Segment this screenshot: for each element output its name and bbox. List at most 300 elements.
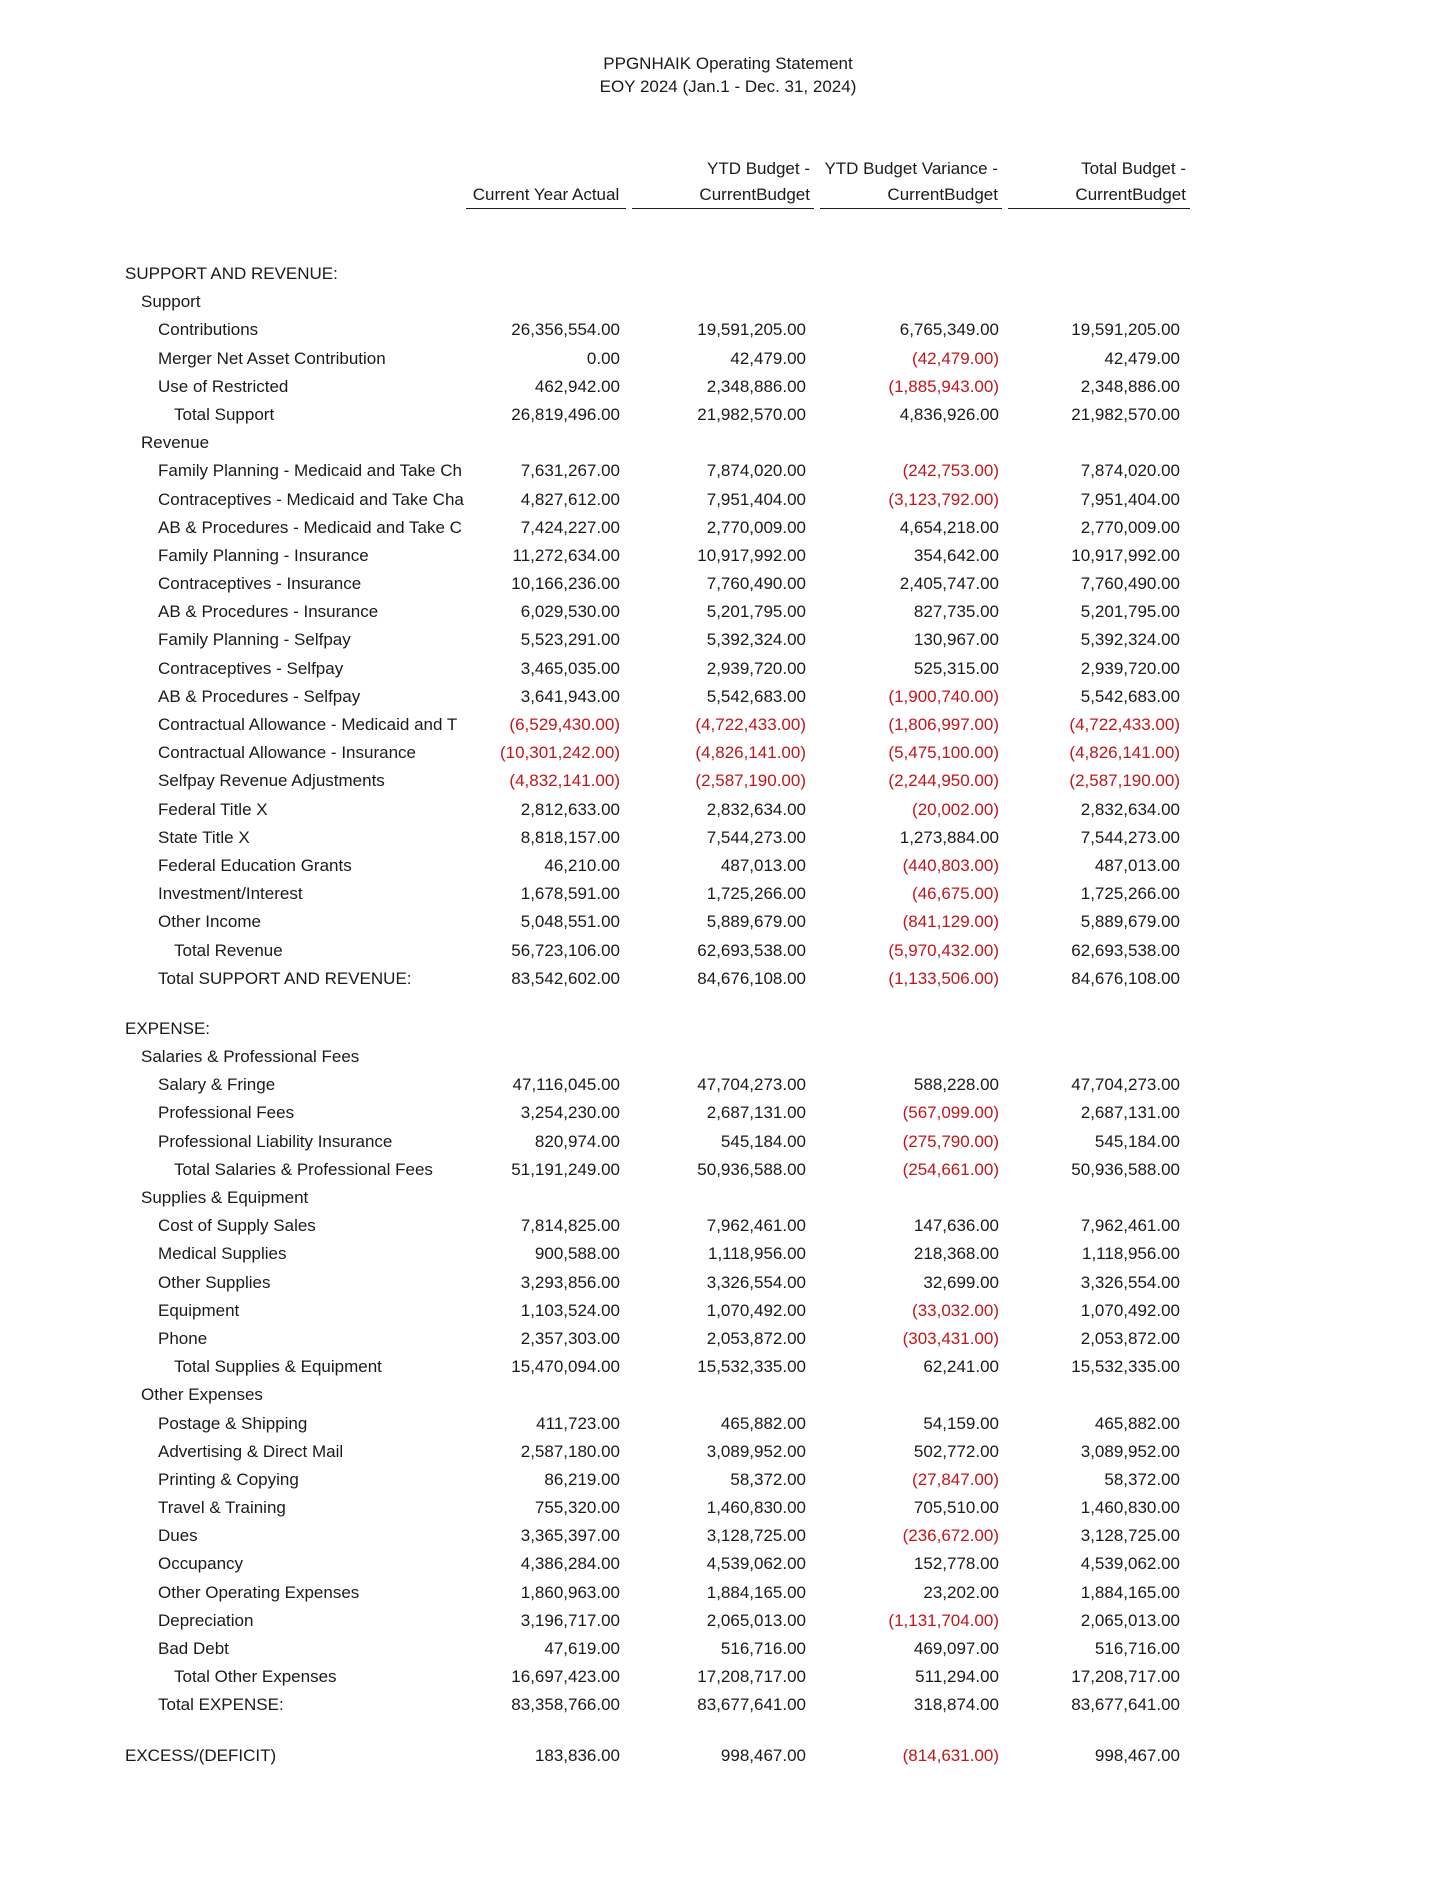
row-value-col1: 3,365,397.00 (520, 1526, 620, 1546)
row-value-col4: 84,676,108.00 (1071, 968, 1180, 988)
column-header-line2: CurrentBudget (1008, 182, 1190, 209)
column-header-current-year-actual (466, 182, 626, 209)
row-value-col2: (4,722,433.00) (695, 715, 806, 734)
row-value-col3: 1,273,884.00 (899, 827, 999, 847)
row-value-col3: 469,097.00 (913, 1639, 999, 1658)
row-value-col1: 462,942.00 (534, 376, 620, 396)
row-value-col4: (2,587,190.00) (1069, 771, 1180, 791)
row-label: Use of Restricted (158, 376, 289, 396)
row-value-col1: 7,814,825.00 (520, 1216, 620, 1236)
row-value-col3: (1,885,943.00) (888, 376, 999, 396)
row-label: Total EXPENSE: (158, 1695, 284, 1715)
row-value-col1: 56,723,106.00 (511, 940, 620, 960)
row-value-col3: (1,131,704.00) (888, 1610, 999, 1630)
row-label: SUPPORT AND REVENUE: (125, 264, 338, 283)
row-label: EXCESS/(DEFICIT) (125, 1745, 277, 1765)
section-heading-row (0, 429, 1456, 457)
row-label: AB & Procedures - Medicaid and Take C (158, 517, 462, 537)
row-value-col1: 2,587,180.00 (520, 1441, 620, 1461)
row-value-col1: 86,219.00 (544, 1469, 620, 1489)
row-value-col3: 4,654,218.00 (899, 517, 999, 537)
section-heading-row (0, 288, 1456, 316)
section-heading-row (0, 1742, 1456, 1770)
column-header-label: Current Year Actual (466, 182, 626, 209)
row-value-col4: 19,591,205.00 (1071, 320, 1180, 340)
total-row (0, 1663, 1456, 1691)
row-label: Other Income (158, 912, 261, 932)
row-value-col4: 998,467.00 (1094, 1745, 1180, 1765)
section-heading-row (0, 1043, 1456, 1071)
row-value-col4: 15,532,335.00 (1071, 1357, 1180, 1377)
row-value-col4: 62,693,538.00 (1071, 940, 1180, 960)
row-value-col3: (46,675.00) (912, 884, 999, 904)
total-row (0, 937, 1456, 965)
row-value-col4: (4,826,141.00) (1069, 743, 1180, 763)
row-label: Revenue (141, 433, 210, 453)
row-value-col3: (303,431.00) (902, 1328, 999, 1348)
row-value-col1: 7,424,227.00 (520, 517, 620, 537)
row-value-col4: 17,208,717.00 (1071, 1667, 1180, 1687)
row-value-col1: 7,631,267.00 (520, 461, 620, 481)
row-value-col2: 2,065,013.00 (706, 1610, 806, 1630)
line-item-row (0, 1438, 1456, 1466)
row-value-col3: (3,123,792.00) (888, 489, 999, 509)
line-item-row (0, 1494, 1456, 1522)
line-item-row (0, 683, 1456, 711)
row-label: Other Supplies (158, 1272, 271, 1292)
row-value-col2: 3,326,554.00 (706, 1272, 806, 1292)
row-value-col2: 3,089,952.00 (706, 1441, 806, 1461)
row-value-col4: 1,460,830.00 (1080, 1498, 1180, 1518)
row-label: Total Supplies & Equipment (174, 1357, 382, 1377)
row-value-col2: 7,951,404.00 (706, 489, 806, 509)
row-value-col1: (10,301,242.00) (499, 743, 620, 763)
row-label: Investment/Interest (158, 884, 303, 904)
row-value-col3: (5,970,432.00) (888, 940, 999, 960)
row-value-col1: 3,254,230.00 (520, 1103, 620, 1123)
row-value-col1: 10,166,236.00 (511, 574, 620, 594)
line-item-row (0, 655, 1456, 683)
row-value-col3: 525,315.00 (913, 658, 999, 678)
row-label: State Title X (158, 827, 250, 847)
row-value-col4: 487,013.00 (1094, 855, 1180, 875)
row-value-col4: 2,053,872.00 (1080, 1328, 1180, 1348)
row-value-col3: 54,159.00 (923, 1413, 999, 1433)
line-item-row (0, 1325, 1456, 1353)
row-label: Contractual Allowance - Medicaid and T (158, 715, 458, 734)
section-heading-row (0, 260, 1456, 288)
row-value-col4: 7,874,020.00 (1080, 461, 1180, 481)
row-value-col2: 19,591,205.00 (697, 320, 806, 340)
row-value-col4: 5,201,795.00 (1080, 602, 1180, 622)
line-item-row (0, 852, 1456, 880)
row-value-col1: 5,048,551.00 (520, 912, 620, 932)
row-value-col2: 1,118,956.00 (708, 1244, 806, 1264)
row-value-col2: 487,013.00 (720, 855, 806, 875)
row-value-col2: 516,716.00 (720, 1639, 806, 1658)
statement-title: PPGNHAIK Operating Statement (603, 54, 853, 73)
row-label: Travel & Training (158, 1498, 286, 1518)
row-value-col2: 7,760,490.00 (706, 574, 806, 594)
row-value-col4: 5,542,683.00 (1080, 686, 1180, 706)
line-item-row (0, 1071, 1456, 1099)
row-value-col3: 502,772.00 (913, 1441, 999, 1461)
row-value-col3: 318,874.00 (913, 1695, 999, 1715)
row-label: Occupancy (158, 1554, 244, 1574)
line-item-row (0, 598, 1456, 626)
row-label: Selfpay Revenue Adjustments (158, 771, 385, 791)
row-value-col2: 2,770,009.00 (706, 517, 806, 537)
row-value-col4: 465,882.00 (1094, 1413, 1180, 1433)
row-value-col3: (5,475,100.00) (888, 743, 999, 763)
row-value-col4: 2,770,009.00 (1080, 517, 1180, 537)
line-item-row (0, 1550, 1456, 1578)
row-value-col2: 42,479.00 (730, 348, 806, 368)
row-value-col3: (236,672.00) (902, 1526, 999, 1546)
row-value-col4: (4,722,433.00) (1069, 715, 1180, 734)
line-item-row (0, 626, 1456, 654)
row-value-col1: 51,191,249.00 (511, 1159, 620, 1179)
row-value-col1: 3,293,856.00 (520, 1272, 620, 1292)
row-value-col2: 2,939,720.00 (706, 658, 806, 678)
line-item-row (0, 542, 1456, 570)
total-row (0, 1691, 1456, 1719)
row-value-col1: 2,812,633.00 (520, 799, 620, 819)
row-value-col3: 588,228.00 (913, 1075, 999, 1095)
row-value-col1: 47,619.00 (544, 1639, 620, 1658)
row-value-col1: 6,029,530.00 (520, 602, 620, 622)
row-value-col4: 2,065,013.00 (1080, 1610, 1180, 1630)
row-value-col3: 23,202.00 (923, 1582, 999, 1602)
row-value-col1: 411,723.00 (536, 1413, 620, 1433)
row-label: Other Expenses (141, 1385, 263, 1405)
row-value-col2: 58,372.00 (730, 1469, 806, 1489)
row-value-col2: 1,460,830.00 (706, 1498, 806, 1518)
line-item-row (0, 1579, 1456, 1607)
row-value-col4: 10,917,992.00 (1071, 545, 1180, 565)
line-item-row (0, 1466, 1456, 1494)
row-value-col4: 1,070,492.00 (1080, 1300, 1180, 1320)
row-value-col2: 5,201,795.00 (706, 602, 806, 622)
row-value-col2: 545,184.00 (720, 1131, 806, 1151)
row-label: Merger Net Asset Contribution (158, 348, 386, 368)
row-value-col1: (4,832,141.00) (509, 771, 620, 791)
row-value-col4: 7,760,490.00 (1080, 574, 1180, 594)
line-item-row (0, 1635, 1456, 1663)
section-spacer (0, 993, 1456, 1015)
row-value-col2: 1,070,492.00 (706, 1300, 806, 1320)
row-value-col2: 2,687,131.00 (706, 1103, 806, 1123)
row-value-col4: 516,716.00 (1094, 1639, 1180, 1658)
row-value-col2: 5,542,683.00 (706, 686, 806, 706)
line-item-row (0, 373, 1456, 401)
line-item-row (0, 345, 1456, 373)
row-value-col2: 3,128,725.00 (706, 1526, 806, 1546)
row-value-col4: 83,677,641.00 (1071, 1695, 1180, 1715)
row-value-col4: 50,936,588.00 (1071, 1159, 1180, 1179)
row-label: Support (141, 292, 201, 312)
line-item-row (0, 316, 1456, 344)
row-value-col3: 130,967.00 (913, 630, 999, 650)
row-value-col2: 1,884,165.00 (706, 1582, 806, 1602)
row-value-col4: 4,539,062.00 (1080, 1554, 1180, 1574)
row-label: Professional Fees (158, 1103, 295, 1123)
row-value-col2: 21,982,570.00 (697, 404, 806, 424)
row-value-col4: 2,348,886.00 (1080, 376, 1180, 396)
row-label: Other Operating Expenses (158, 1582, 360, 1602)
row-value-col1: 5,523,291.00 (520, 630, 620, 650)
line-item-row (0, 711, 1456, 739)
row-label: Salaries & Professional Fees (141, 1047, 360, 1067)
row-label: Contraceptives - Selfpay (158, 658, 344, 678)
row-value-col4: 2,832,634.00 (1080, 799, 1180, 819)
line-item-row (0, 1269, 1456, 1297)
column-header-line1: YTD Budget - (707, 159, 810, 178)
line-item-row (0, 1212, 1456, 1240)
row-value-col3: (2,244,950.00) (888, 771, 999, 791)
row-value-col4: 1,118,956.00 (1082, 1244, 1180, 1264)
row-label: Contraceptives - Insurance (158, 574, 362, 594)
row-value-col2: 7,962,461.00 (706, 1216, 806, 1236)
row-value-col4: 7,951,404.00 (1080, 489, 1180, 509)
row-value-col1: 26,356,554.00 (511, 320, 620, 340)
row-value-col2: 2,832,634.00 (706, 799, 806, 819)
row-value-col4: 58,372.00 (1104, 1469, 1180, 1489)
total-row (0, 401, 1456, 429)
row-value-col4: 7,962,461.00 (1080, 1216, 1180, 1236)
row-label: Supplies & Equipment (141, 1188, 309, 1207)
row-value-col3: 2,405,747.00 (899, 574, 999, 594)
row-value-col1: 2,357,303.00 (520, 1328, 620, 1348)
row-value-col1: 3,465,035.00 (520, 658, 620, 678)
row-label: Family Planning - Insurance (158, 545, 369, 565)
row-value-col1: 3,196,717.00 (520, 1610, 620, 1630)
line-item-row (0, 1128, 1456, 1156)
row-value-col2: 84,676,108.00 (697, 968, 806, 988)
row-value-col2: 7,874,020.00 (706, 461, 806, 481)
row-value-col1: 3,641,943.00 (520, 686, 620, 706)
row-value-col3: (27,847.00) (912, 1469, 999, 1489)
row-value-col4: 5,392,324.00 (1080, 630, 1180, 650)
row-value-col4: 3,089,952.00 (1080, 1441, 1180, 1461)
row-value-col2: 17,208,717.00 (697, 1667, 806, 1687)
row-value-col4: 2,939,720.00 (1080, 658, 1180, 678)
row-value-col3: 62,241.00 (923, 1357, 999, 1377)
row-value-col4: 3,326,554.00 (1080, 1272, 1180, 1292)
column-header-line1: Total Budget - (1081, 159, 1186, 178)
section-heading-row (0, 1015, 1456, 1043)
row-value-col1: 26,819,496.00 (511, 404, 620, 424)
row-label: Salary & Fringe (158, 1075, 276, 1095)
row-value-col4: 545,184.00 (1094, 1131, 1180, 1151)
row-label: Medical Supplies (158, 1244, 287, 1264)
row-value-col4: 7,544,273.00 (1080, 827, 1180, 847)
row-value-col1: (6,529,430.00) (509, 715, 620, 734)
row-value-col2: 10,917,992.00 (697, 545, 806, 565)
row-value-col3: (20,002.00) (912, 799, 999, 819)
row-label: Equipment (158, 1300, 240, 1320)
row-value-col3: 147,636.00 (913, 1216, 999, 1236)
line-item-row (0, 880, 1456, 908)
statement-title-block (0, 52, 1456, 98)
section-heading-row (0, 1184, 1456, 1212)
statement-table-body (0, 238, 1456, 1770)
row-label: AB & Procedures - Selfpay (158, 686, 361, 706)
column-header-ytd-budget (632, 156, 814, 209)
row-value-col3: (42,479.00) (912, 348, 999, 368)
column-header-ytd-budget-variance (820, 156, 1002, 209)
row-value-col3: (567,099.00) (902, 1103, 999, 1123)
row-value-col4: 47,704,273.00 (1071, 1075, 1180, 1095)
row-value-col2: (2,587,190.00) (695, 771, 806, 791)
row-value-col1: 47,116,045.00 (512, 1075, 620, 1095)
row-label: Total Salaries & Professional Fees (174, 1159, 433, 1179)
row-label: Contraceptives - Medicaid and Take Cha (158, 489, 464, 509)
row-value-col3: (440,803.00) (902, 855, 999, 875)
row-value-col1: 4,827,612.00 (520, 489, 620, 509)
row-value-col2: 5,889,679.00 (706, 912, 806, 932)
column-header-total-budget (1008, 156, 1190, 209)
row-label: Total SUPPORT AND REVENUE: (158, 968, 412, 988)
row-value-col2: 2,348,886.00 (706, 376, 806, 396)
row-label: Phone (158, 1328, 208, 1348)
row-label: Total Support (174, 404, 275, 424)
column-header-line2: CurrentBudget (820, 182, 1002, 209)
row-label: Printing & Copying (158, 1469, 299, 1489)
row-value-col4: 1,725,266.00 (1080, 884, 1180, 904)
row-value-col3: (1,806,997.00) (888, 715, 999, 734)
row-value-col1: 1,103,524.00 (520, 1300, 620, 1320)
row-value-col2: 4,539,062.00 (706, 1554, 806, 1574)
row-value-col2: 5,392,324.00 (706, 630, 806, 650)
row-value-col2: 83,677,641.00 (697, 1695, 806, 1715)
row-value-col3: 218,368.00 (913, 1244, 999, 1264)
row-value-col1: 83,542,602.00 (511, 968, 620, 988)
line-item-row (0, 1410, 1456, 1438)
line-item-row (0, 1297, 1456, 1325)
total-row (0, 1353, 1456, 1381)
row-label: Cost of Supply Sales (158, 1216, 316, 1236)
row-label: Federal Education Grants (158, 855, 352, 875)
row-value-col3: (254,661.00) (902, 1159, 999, 1179)
row-value-col3: (33,032.00) (912, 1300, 999, 1320)
row-value-col2: 47,704,273.00 (697, 1075, 806, 1095)
row-value-col1: 16,697,423.00 (511, 1667, 620, 1687)
row-label: Depreciation (158, 1610, 254, 1630)
row-value-col2: 7,544,273.00 (706, 827, 806, 847)
line-item-row (0, 1099, 1456, 1127)
column-header-line1: YTD Budget Variance - (824, 159, 998, 178)
row-value-col1: 1,678,591.00 (520, 884, 620, 904)
row-value-col1: 900,588.00 (534, 1244, 620, 1264)
row-value-col4: 3,128,725.00 (1080, 1526, 1180, 1546)
row-value-col4: 5,889,679.00 (1080, 912, 1180, 932)
row-label: Contributions (158, 320, 259, 340)
row-value-col2: 465,882.00 (720, 1413, 806, 1433)
total-row (0, 1156, 1456, 1184)
row-label: Total Other Expenses (174, 1667, 337, 1687)
row-label: Postage & Shipping (158, 1413, 308, 1433)
row-label: Dues (158, 1526, 198, 1546)
section-spacer (0, 1720, 1456, 1742)
row-label: Federal Title X (158, 799, 268, 819)
row-label: Contractual Allowance - Insurance (158, 743, 416, 763)
row-value-col4: 42,479.00 (1104, 348, 1180, 368)
row-value-col4: 2,687,131.00 (1080, 1103, 1180, 1123)
statement-period: EOY 2024 (Jan.1 - Dec. 31, 2024) (599, 77, 857, 96)
row-value-col1: 1,860,963.00 (520, 1582, 620, 1602)
line-item-row (0, 486, 1456, 514)
row-value-col3: (1,900,740.00) (888, 686, 999, 706)
row-value-col2: 1,725,266.00 (706, 884, 806, 904)
row-value-col1: 8,818,157.00 (520, 827, 620, 847)
row-label: Professional Liability Insurance (158, 1131, 393, 1151)
row-value-col2: (4,826,141.00) (695, 743, 806, 763)
row-value-col2: 50,936,588.00 (697, 1159, 806, 1179)
line-item-row (0, 824, 1456, 852)
row-label: Bad Debt (158, 1639, 229, 1658)
column-header-line2: CurrentBudget (632, 182, 814, 209)
row-value-col1: 4,386,284.00 (520, 1554, 620, 1574)
row-value-col4: 1,884,165.00 (1080, 1582, 1180, 1602)
section-spacer (0, 238, 1456, 260)
line-item-row (0, 570, 1456, 598)
line-item-row (0, 767, 1456, 795)
row-value-col1: 183,836.00 (534, 1745, 620, 1765)
line-item-row (0, 514, 1456, 542)
row-value-col4: 21,982,570.00 (1071, 404, 1180, 424)
line-item-row (0, 1607, 1456, 1635)
row-value-col1: 15,470,094.00 (511, 1357, 620, 1377)
total-row (0, 965, 1456, 993)
row-value-col1: 83,358,766.00 (511, 1695, 620, 1715)
row-value-col3: 6,765,349.00 (899, 320, 999, 340)
row-value-col3: 354,642.00 (913, 545, 999, 565)
row-value-col3: (1,133,506.00) (888, 968, 999, 988)
row-value-col1: 11,272,634.00 (512, 545, 620, 565)
row-label: AB & Procedures - Insurance (158, 602, 379, 622)
row-value-col1: 820,974.00 (534, 1131, 620, 1151)
line-item-row (0, 1522, 1456, 1550)
line-item-row (0, 908, 1456, 936)
row-value-col3: (242,753.00) (902, 461, 999, 481)
line-item-row (0, 796, 1456, 824)
row-value-col3: 152,778.00 (913, 1554, 999, 1574)
row-label: Advertising & Direct Mail (158, 1441, 344, 1461)
row-value-col3: (841,129.00) (902, 912, 999, 932)
section-heading-row (0, 1381, 1456, 1409)
row-value-col2: 998,467.00 (720, 1745, 806, 1765)
row-value-col1: 0.00 (586, 348, 620, 368)
row-value-col2: 62,693,538.00 (697, 940, 806, 960)
row-value-col2: 15,532,335.00 (697, 1357, 806, 1377)
row-label: Total Revenue (174, 940, 283, 960)
row-label: Family Planning - Selfpay (158, 630, 351, 650)
row-value-col2: 2,053,872.00 (706, 1328, 806, 1348)
row-value-col3: (814,631.00) (902, 1745, 999, 1765)
line-item-row (0, 1240, 1456, 1268)
line-item-row (0, 739, 1456, 767)
line-item-row (0, 457, 1456, 485)
row-label: Family Planning - Medicaid and Take Ch (158, 461, 462, 481)
row-label: EXPENSE: (125, 1018, 211, 1038)
row-value-col1: 755,320.00 (534, 1498, 620, 1518)
row-value-col3: (275,790.00) (902, 1131, 999, 1151)
row-value-col3: 827,735.00 (913, 602, 999, 622)
row-value-col3: 705,510.00 (913, 1498, 999, 1518)
row-value-col1: 46,210.00 (544, 855, 620, 875)
row-value-col3: 4,836,926.00 (899, 404, 999, 424)
